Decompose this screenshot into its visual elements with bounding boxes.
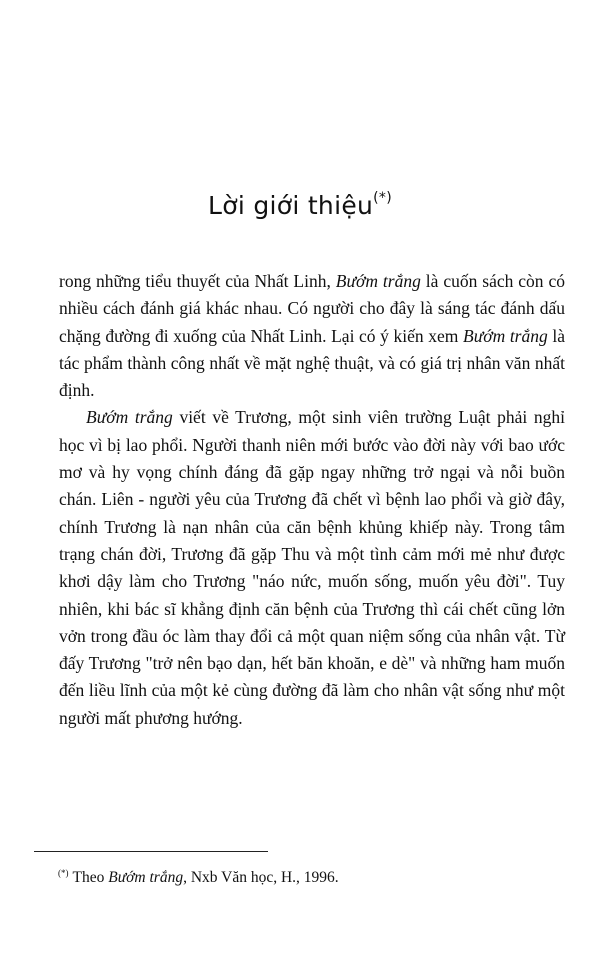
title-text: Lời giới thiệu	[208, 191, 374, 220]
footnote-prefix: Theo	[72, 869, 109, 886]
footnote-rest: , Nxb Văn học, H., 1996.	[183, 869, 339, 886]
footnote	[58, 862, 558, 889]
text-segment: rong những tiểu thuyết của Nhất Linh,	[59, 271, 336, 291]
paragraph-2	[59, 404, 565, 732]
text-segment: cuốn sách còn có nhiều cách đánh giá khác nhau. Có người cho đây là sáng tác đánh dấu chặng đường đi xuống của Nhất Linh. Lại có ý kiến xem	[59, 271, 565, 346]
title-footnote-marker: (*)	[373, 190, 392, 206]
text-segment: viết về Trương, một sinh viên trường Luật phải nghỉ học vì bị lao phổi. Người thanh niên mới bước vào đời này với bao ước mơ và hy vọng chính đáng đã gặp ngay những trở ngại và nỗi buồn chán. Liên - người yêu của Trương đã chết vì bệnh lao phổi và giờ đây, chính Trương là nạn nhân của căn bệnh khủng khiếp này. Trong tâm trạng chán đời, Trương đã gặp Thu và một tình cảm mới mẻ như được khơi dậy làm cho Trương "náo nức, muốn sống, muốn yêu đời". Tuy nhiên, khi bác sĩ khẳng định căn bệnh của Trương thì cái chết cũng lởn vởn trong đầu óc làm thay đổi cả một quan niệm sống của nhân vật. Từ đấy Trương "trở nên bạo dạn, hết băn khoăn, e dè" và những ham muốn đến liều lĩnh của một kẻ cùng đường đã làm cho nhân vật sống như một người mất phương hướng.	[59, 407, 565, 728]
page-title	[0, 190, 600, 220]
footnote-divider	[34, 851, 268, 852]
body-text	[59, 268, 565, 732]
book-title-italic: Bướm trắng	[86, 407, 173, 428]
book-title-italic: Bướm trắng	[335, 271, 421, 291]
text-segment: là tác phẩm thành công nhất về mặt nghệ thuật, và có giá trị nhân văn nhất định.	[59, 325, 565, 401]
book-title-italic: Bướm trắng	[463, 325, 548, 346]
paragraph-1	[59, 268, 565, 404]
footnote-marker: (*)	[58, 868, 69, 878]
text-segment: là	[420, 271, 444, 291]
footnote-work-title: Bướm trắng	[108, 869, 184, 886]
